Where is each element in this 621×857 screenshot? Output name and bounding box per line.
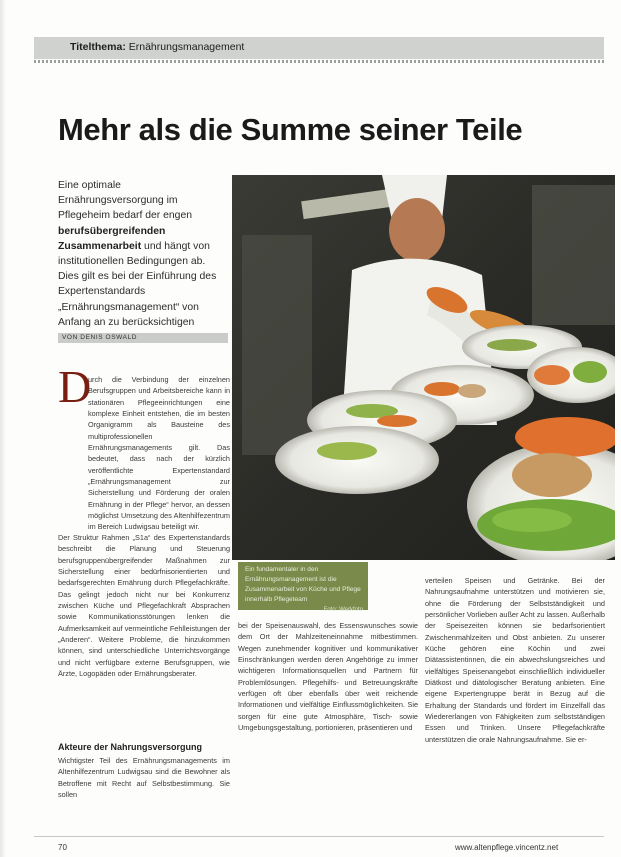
column-1-opening: urch die Verbindung der einzelnen Berufsgruppen und Arbeitsbereiche kann in stationären Pflegeeinrichtungen eine komplexe Einheit entstehen, die im besten Organigramm als Bausteine des multiprofessionellen Ernährungsmanagements gilt. Das bedeutet, dass nach der kürzlich veröffentlichte Expertenstandard „Ernährungsmanagement zur Sicherstellung und Förderung der oralen Ernährung in der Pflege“ hervor, an dessen möglichst Umsetzung des Altenhilfezentrum im Bereich Ludwigsau beteiligt wir.	[88, 375, 230, 532]
intro-text-2: und hängt von institutionellen Bedingungen ab. Dies gilt es bei der Einführung des Expertenstandards „Ernährungsmanagement“ von Anfang an zu berücksichtigen	[58, 240, 217, 328]
article-intro	[58, 178, 228, 330]
subhead-akteure: Akteure der Nahrungsversorgung	[58, 742, 203, 752]
column-1-continuation: Wichtigster Teil des Ernährungsmanagements im Altenhilfezentrum Ludwigsau sind die Bewohner als Betroffene mit Recht auf Selbstbestimmung. Sie sollen	[58, 756, 230, 800]
column-2-body: bei der Speisenauswahl, des Essenswunsches sowie dem Ort der Mahlzeiteneinnahme mitbestimmen. Wegen zunehmender kognitiver und kommunikativer Einschränkungen werden deren Angehörige zu immer wichtigeren Informationsquellen und Partnern für Problemlösungen. Pflegehilfs- und Betreuungskräfte verfügen oft über ebenfalls über weit reichende Informationen und vielfältige Einflussmöglichkeiten. Sie sorgen für eine gute Atmosphäre, Tisch- sowie Umgebungsgestaltung, portionieren, präsentieren und	[238, 621, 418, 733]
photo-caption	[245, 565, 363, 615]
caption-text: Ein fundamentaler in den Ernährungsmanagement ist die Zusammenarbeit von Küche und Pflege innerhalb Pflegeteam	[245, 566, 361, 603]
header-dotted-rule	[34, 60, 604, 63]
footer-url: www.altenpflege.vincentz.net	[455, 843, 559, 852]
caption-credit: Foto: Werkfoto	[323, 607, 363, 613]
intro-text-1: Eine optimale Ernährungsversorgung im Pflegeheim bedarf der engen	[58, 180, 193, 222]
section-prefix: Titelthema:	[70, 41, 126, 53]
column-3-body: verteilen Speisen und Getränke. Bei der Nahrungsaufnahme unterstützen und motivieren sie, ohne die Förderung der Selbstständigkeit und persönlicher Vorlieben außer Acht zu lassen. Außerhalb der Speisezeiten können sie bedarfsorientiert Zwischenmahlzeiten und Obst anbieten. Zu unserer Küche gehören eine Köchin und zwei Diätassistentinnen, die ein abwechslungsreiches und vielfältiges Speisenangebot einschließlich individueller Diätkost und diätologischer Beratung anbieten. Eine eigene Expertengruppe berät in Bezug auf die Erhaltung der Standards und fördert im Einzelfall das Wiedererlangen von Fähigkeiten zum selbstständigen Essen und Trinken. Unsere Pflegefachkräfte unterstützen die orale Nahrungsaufnahme. Sie er-	[425, 576, 605, 744]
intro-bold: berufsübergreifenden Zusammenarbeit	[58, 225, 166, 252]
page-number: 70	[58, 843, 67, 852]
byline: VON DENIS OSWALD	[62, 334, 138, 341]
footer-rule	[34, 836, 604, 837]
chef-plating-photo	[232, 175, 615, 560]
column-1-body: Der Struktur Rahmen „S1a“ des Expertenstandards beschreibt die Planung und Steuerung berufsgruppenübergreifender Maßnahmen zur Sicherstellung einer bedürfnisorientierten und bedarfsgerechten Ernährung durch Pflegefachkräfte. Das gelingt jedoch nicht nur bei Konkurrenz zwischen Küche und Pflegefachkraft Absprachen sowie Kommunikationsstörungen lenken die Aufmerksamkeit auf vermeintliche Fehlleistungen der „Anderen“. Weitere Probleme, die hinzukommen können, sind unterschiedliche Unterrichtsvorgänge und nicht verfügbare externe Berufsgruppen, wie Ärzte, Logopäden oder Ernährungsberater.	[58, 533, 230, 679]
article-headline: Mehr als die Summe seiner Teile	[58, 112, 523, 147]
page-spine-shadow	[0, 0, 6, 857]
article-photo	[232, 175, 615, 560]
section-topic: Ernährungsmanagement	[128, 41, 245, 53]
section-label	[70, 41, 244, 53]
drop-cap: D	[58, 361, 92, 412]
